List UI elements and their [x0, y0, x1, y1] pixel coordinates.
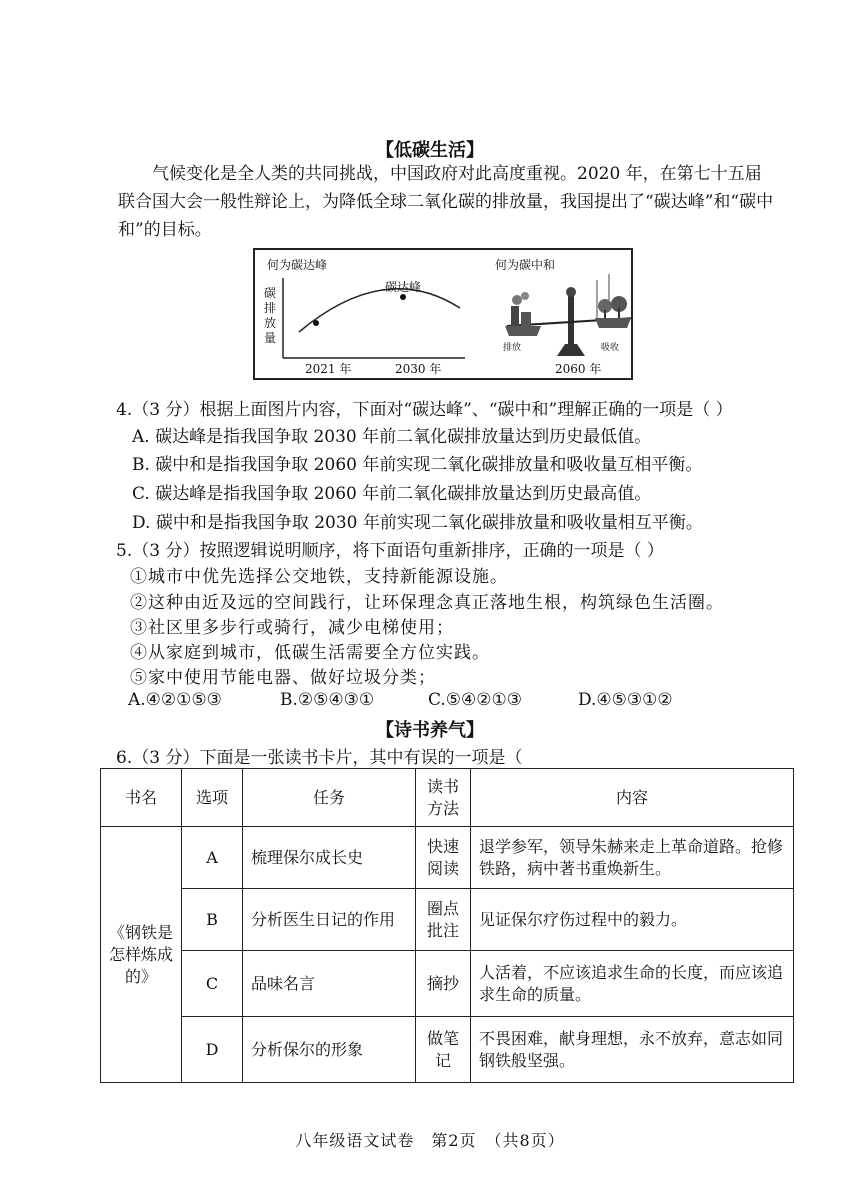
book-title-cell: 《钢铁是怎样炼成的》 [101, 827, 182, 1083]
figure-ylabel-char: 放 [264, 316, 277, 330]
row-method: 做笔记 [416, 1017, 471, 1083]
reading-card-table [100, 768, 794, 1083]
carbon-figure [253, 248, 633, 380]
table-header-row [101, 769, 794, 827]
q5-item-5: ⑤家中使用节能电器、做好垃圾分类； [130, 668, 436, 688]
row-task: 梳理保尔成长史 [243, 827, 416, 889]
header-content: 内容 [471, 769, 794, 827]
section-title-poetry: 【诗书养气】 [376, 720, 484, 741]
q5-item-4: ④从家庭到城市，低碳生活需要全方位实践。 [130, 643, 490, 663]
figure-right-title: 何为碳中和 [495, 258, 556, 272]
row-option: A [182, 827, 243, 889]
row-method: 圈点批注 [416, 889, 471, 951]
row-content: 见证保尔疗伤过程中的毅力。 [471, 889, 794, 951]
row-method: 快速阅读 [416, 827, 471, 889]
year-2060-label: 2060 年 [555, 362, 602, 376]
header-task: 任务 [243, 769, 416, 827]
peak-label: 碳达峰 [385, 280, 422, 294]
row-option: C [182, 951, 243, 1017]
scale-right-label: 吸收 [601, 343, 620, 353]
x-label-2021: 2021 年 [305, 362, 352, 376]
x-label-2030: 2030 年 [395, 362, 442, 376]
q6-stem: 6.（3 分）下面是一张读书卡片，其中有误的一项是（ [116, 748, 523, 768]
header-book: 书名 [101, 769, 182, 827]
q5-choice-a: A.④②①⑤③ [128, 690, 222, 710]
figure-ylabel-char: 排 [264, 301, 277, 315]
q4-option-b: B. 碳中和是指我国争取 2060 年前实现二氧化碳排放量和吸收量互相平衡。 [132, 455, 703, 475]
row-task: 分析医生日记的作用 [243, 889, 416, 951]
figure-ylabel-char: 量 [264, 331, 277, 345]
figure-ylabel [264, 286, 276, 346]
table-row [101, 1017, 794, 1083]
figure-left-title: 何为碳达峰 [267, 258, 328, 272]
q5-choice-c: C.⑤④②①③ [428, 690, 523, 710]
point-2021 [313, 320, 319, 326]
scale-left-label: 排放 [503, 343, 522, 353]
section-title-low-carbon: 【低碳生活】 [376, 140, 484, 161]
table-row [101, 889, 794, 951]
q5-choice-b: B.②⑤④③① [280, 690, 375, 710]
q5-item-2: ②这种由近及远的空间践行，让环保理念真正落地生根，构筑绿色生活圈。 [130, 593, 724, 613]
row-option: B [182, 889, 243, 951]
q5-item-3: ③社区里多步行或骑行，减少电梯使用； [130, 618, 454, 638]
row-task: 品味名言 [243, 951, 416, 1017]
q5-choice-d: D.④⑤③①② [578, 690, 673, 710]
q5-item-1: ①城市中优先选择公交地铁，支持新能源设施。 [130, 567, 508, 587]
emission-curve [299, 289, 460, 332]
page-footer: 八年级语文试卷 第2页 （共8页） [295, 1131, 565, 1150]
row-option: D [182, 1017, 243, 1083]
header-option: 选项 [182, 769, 243, 827]
figure-ylabel-char: 碳 [264, 286, 277, 300]
row-task: 分析保尔的形象 [243, 1017, 416, 1083]
header-method: 读书方法 [416, 769, 471, 827]
q4-option-c: C. 碳达峰是指我国争取 2060 年前二氧化碳排放量达到历史最高值。 [132, 484, 652, 504]
intro-paragraph: 气候变化是全人类的共同挑战，中国政府对此高度重视。2020 年，在第七十五届联合国大会一般性辩论上，为降低全球二氧化碳的排放量，我国提出了“碳达峰”和“碳中和”的目标。 [118, 164, 774, 240]
row-content: 不畏困难，献身理想，永不放弃，意志如同钢铁般坚强。 [471, 1017, 794, 1083]
row-method: 摘抄 [416, 951, 471, 1017]
q4-option-d: D. 碳中和是指我国争取 2030 年前实现二氧化碳排放量和吸收量相互平衡。 [132, 513, 703, 533]
table-row [101, 951, 794, 1017]
q4-option-a: A. 碳达峰是指我国争取 2030 年前二氧化碳排放量达到历史最低值。 [132, 427, 652, 447]
row-content: 人活着，不应该追求生命的长度，而应该追求生命的质量。 [471, 951, 794, 1017]
q5-stem: 5.（3 分）按照逻辑说明顺序，将下面语句重新排序，正确的一项是（ ） [116, 541, 664, 561]
row-content: 退学参军，领导朱赫来走上革命道路。抢修铁路，病中著书重焕新生。 [471, 827, 794, 889]
q4-stem: 4.（3 分）根据上面图片内容，下面对“碳达峰”、“碳中和”理解正确的一项是（ ） [116, 400, 733, 420]
table-row [101, 827, 794, 889]
